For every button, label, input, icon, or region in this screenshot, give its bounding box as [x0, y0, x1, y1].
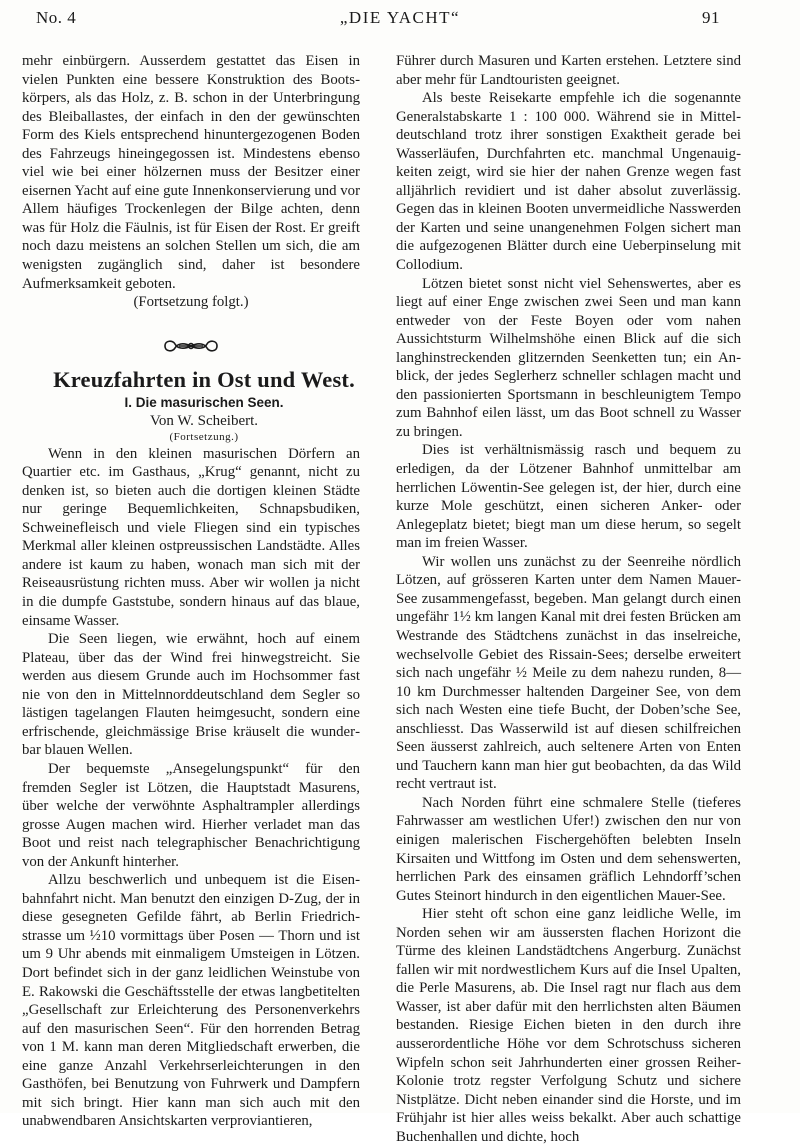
- article-author: Von W. Scheibert.: [149, 412, 259, 429]
- paragraph: Die Seen liegen, wie erwähnt, hoch auf einem Plateau, über das der Wind frei hinwegstreicht. Sie werden aus diesem Grunde auch im Hochsommer fast nie von den in Mittelnnorddeutschland dem Segler so lästigen tagelangen Flauten heimgesucht, sondern eine erfrischende, gleichmässige Brise kräuselt die wunderbar blauen Wellen.: [22, 631, 360, 759]
- paragraph: Dies ist verhältnismässig rasch und bequem zu erledigen, da der Lötzener Bahnhof unmittelbar am herrlichen Löwentin-See gelegen ist, der hier, durch eine kurze Mole geschützt, einen sicheren Anker- oder Anlegeplatz bietet; biegt man um diese herum, so segelt man im freien Wasser.: [396, 442, 741, 552]
- ornament-icon: [161, 336, 221, 356]
- paragraph: Nach Norden führt eine schmalere Stelle (tieferes Fahrwasser am westlichen Ufer!) zwischen den nur von einigen malerischen Fischergehöften belebten Inseln Kirsaiten und Wittfong im Osten und dem sehenswerten, herrlichen Park des einsamen gräflich Lehndorff’schen Gutes Steinort hindurch in den eigentlichen Mauer-See.: [396, 794, 741, 904]
- paragraph: Allzu beschwerlich und unbequem ist die Eisenbahnfahrt nicht. Man benutzt den einzigen D-Zug, der in diese gesegneten Gefilde fährt, ab Berlin Friedrichstrasse um ½10 vormittags über Posen — Thorn und ist um 9 Uhr abends mit einmaligem Umsteigen in Lötzen. Dort befindet sich in der ganz leidlichen Weinstube von E. Rakowski die Geschäftsstelle der etwas langbetitelten „Gesellschaft zur Erleichterung des Personenverkehrs auf den masurischen Seen“. Für den horrenden Betrag von 1 M. kann man deren Mitgliedschaft erwerben, die eine ganze Anzahl Verkehrserleichterungen in den Gasthöfen, bei Benutzung von Fuhrwerk und Dampfern mit sich bringt. Hier kann man sich auch mit den unabwendbaren Ansichtskarten verproviantieren,: [22, 872, 360, 1130]
- continued-paragraph: mehr einbürgern. Ausserdem gestattet das Eisen in vielen Punkten eine bessere Konstruktion des Bootskörpers, als das Holz, z. B. schon in der Unterbringung des Bleiballastes, der einfach in den der gewünschten Form des Kiels entsprechend hinuntergezogenen Boden des Fahrzeugs hineingegossen ist. Mindestens ebenso viel wie bei einer hölzernen muss der Besitzer einer eisernen Yacht auf eine gute Innenkonservierung und vor Allem häufiges Trockenlegen der Bilge achten, denn was für Holz die Fäulnis, ist für Eisen der Rost. Er greift noch dazu meistens an solchen Stellen um sich, die am wenigsten zugänglich sind, daher ist besondere Aufmerksamkeit geboten.: [22, 53, 360, 292]
- paragraph: Als beste Reisekarte empfehle ich die sogenannte Generalstabskarte 1 : 100 000. Während sie in Mitteldeutschland trotz ihrer sonstigen Exaktheit gerade bei Wasserläufen, Durchfahrten etc. manchmal Ungenauigkeiten zeigt, wird sie hier der nahen Grenze wegen fast alljährlich revidiert und ist daher absolut zuverlässig. Gegen das in kleinen Booten unvermeidliche Nasswerden der Karten und seine unangenehmen Folgen sichert man die aufgezogenen Blätter durch eine Ueberpinselung mit Collodium.: [396, 90, 741, 274]
- article-title: Kreuzfahrten in Ost und West.: [53, 366, 355, 392]
- paragraph: Hier steht oft schon eine ganz leidliche Welle, im Norden sehen wir am äussersten flachen Horizont die Türme des kleinen Landstädtchens Angerburg. Zunächst fallen wir mit nordwestlichem Kurs auf die Insel Upalten, die Perle Masurens, ab. Die Insel ragt nur flach aus dem Wasser, ist aber dafür mit den herrlichsten alten Bäumen bestanden. Riesige Eichen bieten in den durch ihre ausserordentliche Höhe vor dem Schrotschuss sicheren Wipfeln schon seit Jahrhunderten einer grossen Reiher-Kolonie trotz regster Verfolgung Schutz und sichere Nistplätze. Dicht neben einander sind die Horste, und im Frühjahr ist hier alles weiss bekalkt. Aber auch schattige Buchenhallen und dichte, hoch: [396, 906, 741, 1145]
- paragraph: Wir wollen uns zunächst zu der Seenreihe nördlich Lötzen, auf grösseren Karten unter dem Namen Mauer-See zusammengefasst, begeben. Man gelangt durch einen ungefähr 1½ km langen Kanal mit drei festen Brücken am Westrande des Städtchens zunächst in das inselreiche, wechselvolle Gebiet des Rissain-Sees; derselbe erweitert sich nach ungefähr ½ Meile zu dem nahezu runden, 8—10 km Durchmesser haltenden Dargeiner See, von dem sich nach Westen eine tiefe Bucht, der Doben’sche See, anschliesst. Das Wasserwild ist auf diesen schilfreichen Seen äusserst zahlreich, auch seltenere Arten von Enten und Tauchern kann man hier gut beobachten, da das Wild recht vertraut ist.: [396, 553, 741, 793]
- left-column: [22, 52, 360, 1131]
- paragraph: Der bequemste „Ansegelungspunkt“ für den fremden Segler ist Lötzen, die Hauptstadt Masurens, über welche der verwöhnte Asphaltrampler allerdings grosse Augen machen wird. Hierher verladet man das Boot und reist nach telegraphischer Benachrichtigung von der Ankunft hinterher.: [22, 760, 360, 870]
- continued-paragraph: Führer durch Masuren und Karten erstehen. Letztere sind aber mehr für Landtouristen geeignet.: [396, 53, 741, 88]
- paragraph: Wenn in den kleinen masurischen Dörfern an Quartier etc. im Gasthaus, „Krug“ genannt, nicht zu denken ist, so bieten auch die dortigen kleinen Städte nur geringe Bequemlichkeiten, Schnapsbudiken, Schweinefleisch und viele Fliegen sind ein typisches Merkmal aller kleinen ostpreussischen Landstädte. Alles andere ist kaum zu haben, wonach man sich mit der Reiseausrüstung richten muss. Aber wir wollen ja nicht in die dumpfe Gaststube, sondern hinaus auf das blaue, einsame Wasser.: [22, 445, 360, 629]
- to-be-continued-note: (Fortsetzung folgt.): [133, 294, 249, 311]
- page-number: 91: [702, 8, 720, 27]
- continuation-note: (Fortsetzung.): [169, 430, 239, 443]
- right-column: [396, 52, 741, 1146]
- journal-title: „DIE YACHT“: [339, 8, 461, 27]
- issue-number: No. 4: [36, 8, 77, 27]
- article-subtitle: I. Die masurischen Seen.: [124, 394, 284, 410]
- paragraph: Lötzen bietet sonst nicht viel Sehenswertes, aber es liegt auf einer Enge zwischen zwei Seen und man kann entweder von der Feste Boyen oder vom nahen Aussichtsturm Wilhelmshöhe einen Blick auf die sich langhinstreckenden glitzernden Seenketten tun; ein Anblick, der jedes Seglerherz schneller schlagen macht und den passionierten Sportsmann in beschleunigtem Tempo zum Bahnhof eilen lässt, um das Boot schnell zu Wasser zu bringen.: [396, 275, 741, 440]
